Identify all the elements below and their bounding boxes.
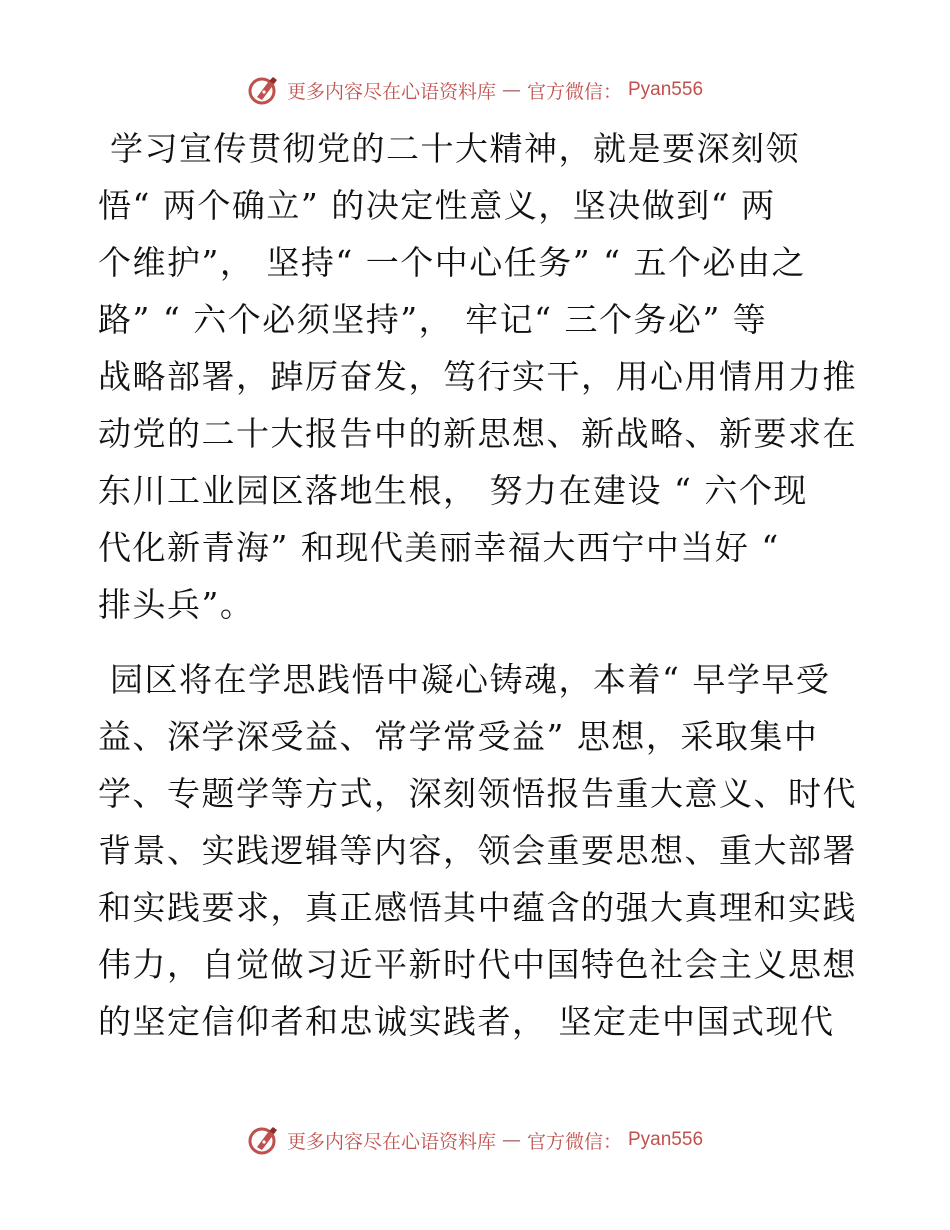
text-line: 园区将在学思践悟中凝心铸魂，本着“ 早学早受 xyxy=(98,660,831,699)
text-line: 背景、实践逻辑等内容，领会重要思想、重大部署 xyxy=(98,831,857,870)
text-line: 和实践要求，真正感悟其中蕴含的强大真理和实践 xyxy=(98,888,857,927)
document-body xyxy=(98,120,858,1050)
pen-nib-circle-icon xyxy=(247,73,281,107)
header-banner-separator: — xyxy=(501,79,521,101)
footer-banner-text: 更多内容尽在心语资料库 xyxy=(286,1130,496,1153)
text-line: 悟“ 两个确立” 的决定性意义，坚决做到“ 两 xyxy=(98,186,776,225)
text-line: 学、专题学等方式，深刻领悟报告重大意义、时代 xyxy=(98,774,857,813)
paragraph-2 xyxy=(98,651,858,1050)
footer-banner xyxy=(0,1120,950,1160)
text-line: 益、深学深受益、常学常受益” 思想，采取集中 xyxy=(98,717,819,756)
header-banner xyxy=(0,70,950,110)
text-line: 代化新青海” 和现代美丽幸福大西宁中当好 “ xyxy=(98,528,780,567)
pen-nib-circle-icon xyxy=(247,1123,281,1157)
text-line: 排头兵”。 xyxy=(98,585,255,624)
text-line: 伟力，自觉做习近平新时代中国特色社会主义思想 xyxy=(98,945,857,984)
footer-banner-handle: Pyan556 xyxy=(628,1129,704,1150)
header-banner-label: 官方微信： xyxy=(526,80,622,103)
footer-banner-label: 官方微信： xyxy=(526,1130,622,1153)
header-banner-text: 更多内容尽在心语资料库 xyxy=(286,80,496,103)
text-line: 战略部署，踔厉奋发，笃行实干，用心用情用力推 xyxy=(98,357,857,396)
header-banner-handle: Pyan556 xyxy=(628,79,704,100)
text-line: 学习宣传贯彻党的二十大精神，就是要深刻领 xyxy=(98,129,800,168)
text-line: 动党的二十大报告中的新思想、新战略、新要求在 xyxy=(98,414,857,453)
footer-banner-separator: — xyxy=(501,1129,521,1151)
text-line: 东川工业园区落地生根， 努力在建设 “ 六个现 xyxy=(98,471,808,510)
paragraph-1 xyxy=(98,120,858,633)
text-line: 的坚定信仰者和忠诚实践者， 坚定走中国式现代 xyxy=(98,1002,835,1041)
text-line: 个维护”， 坚持“ 一个中心任务” “ 五个必由之 xyxy=(98,243,806,282)
text-line: 路” “ 六个必须坚持”， 牢记“ 三个务必” 等 xyxy=(98,300,768,339)
